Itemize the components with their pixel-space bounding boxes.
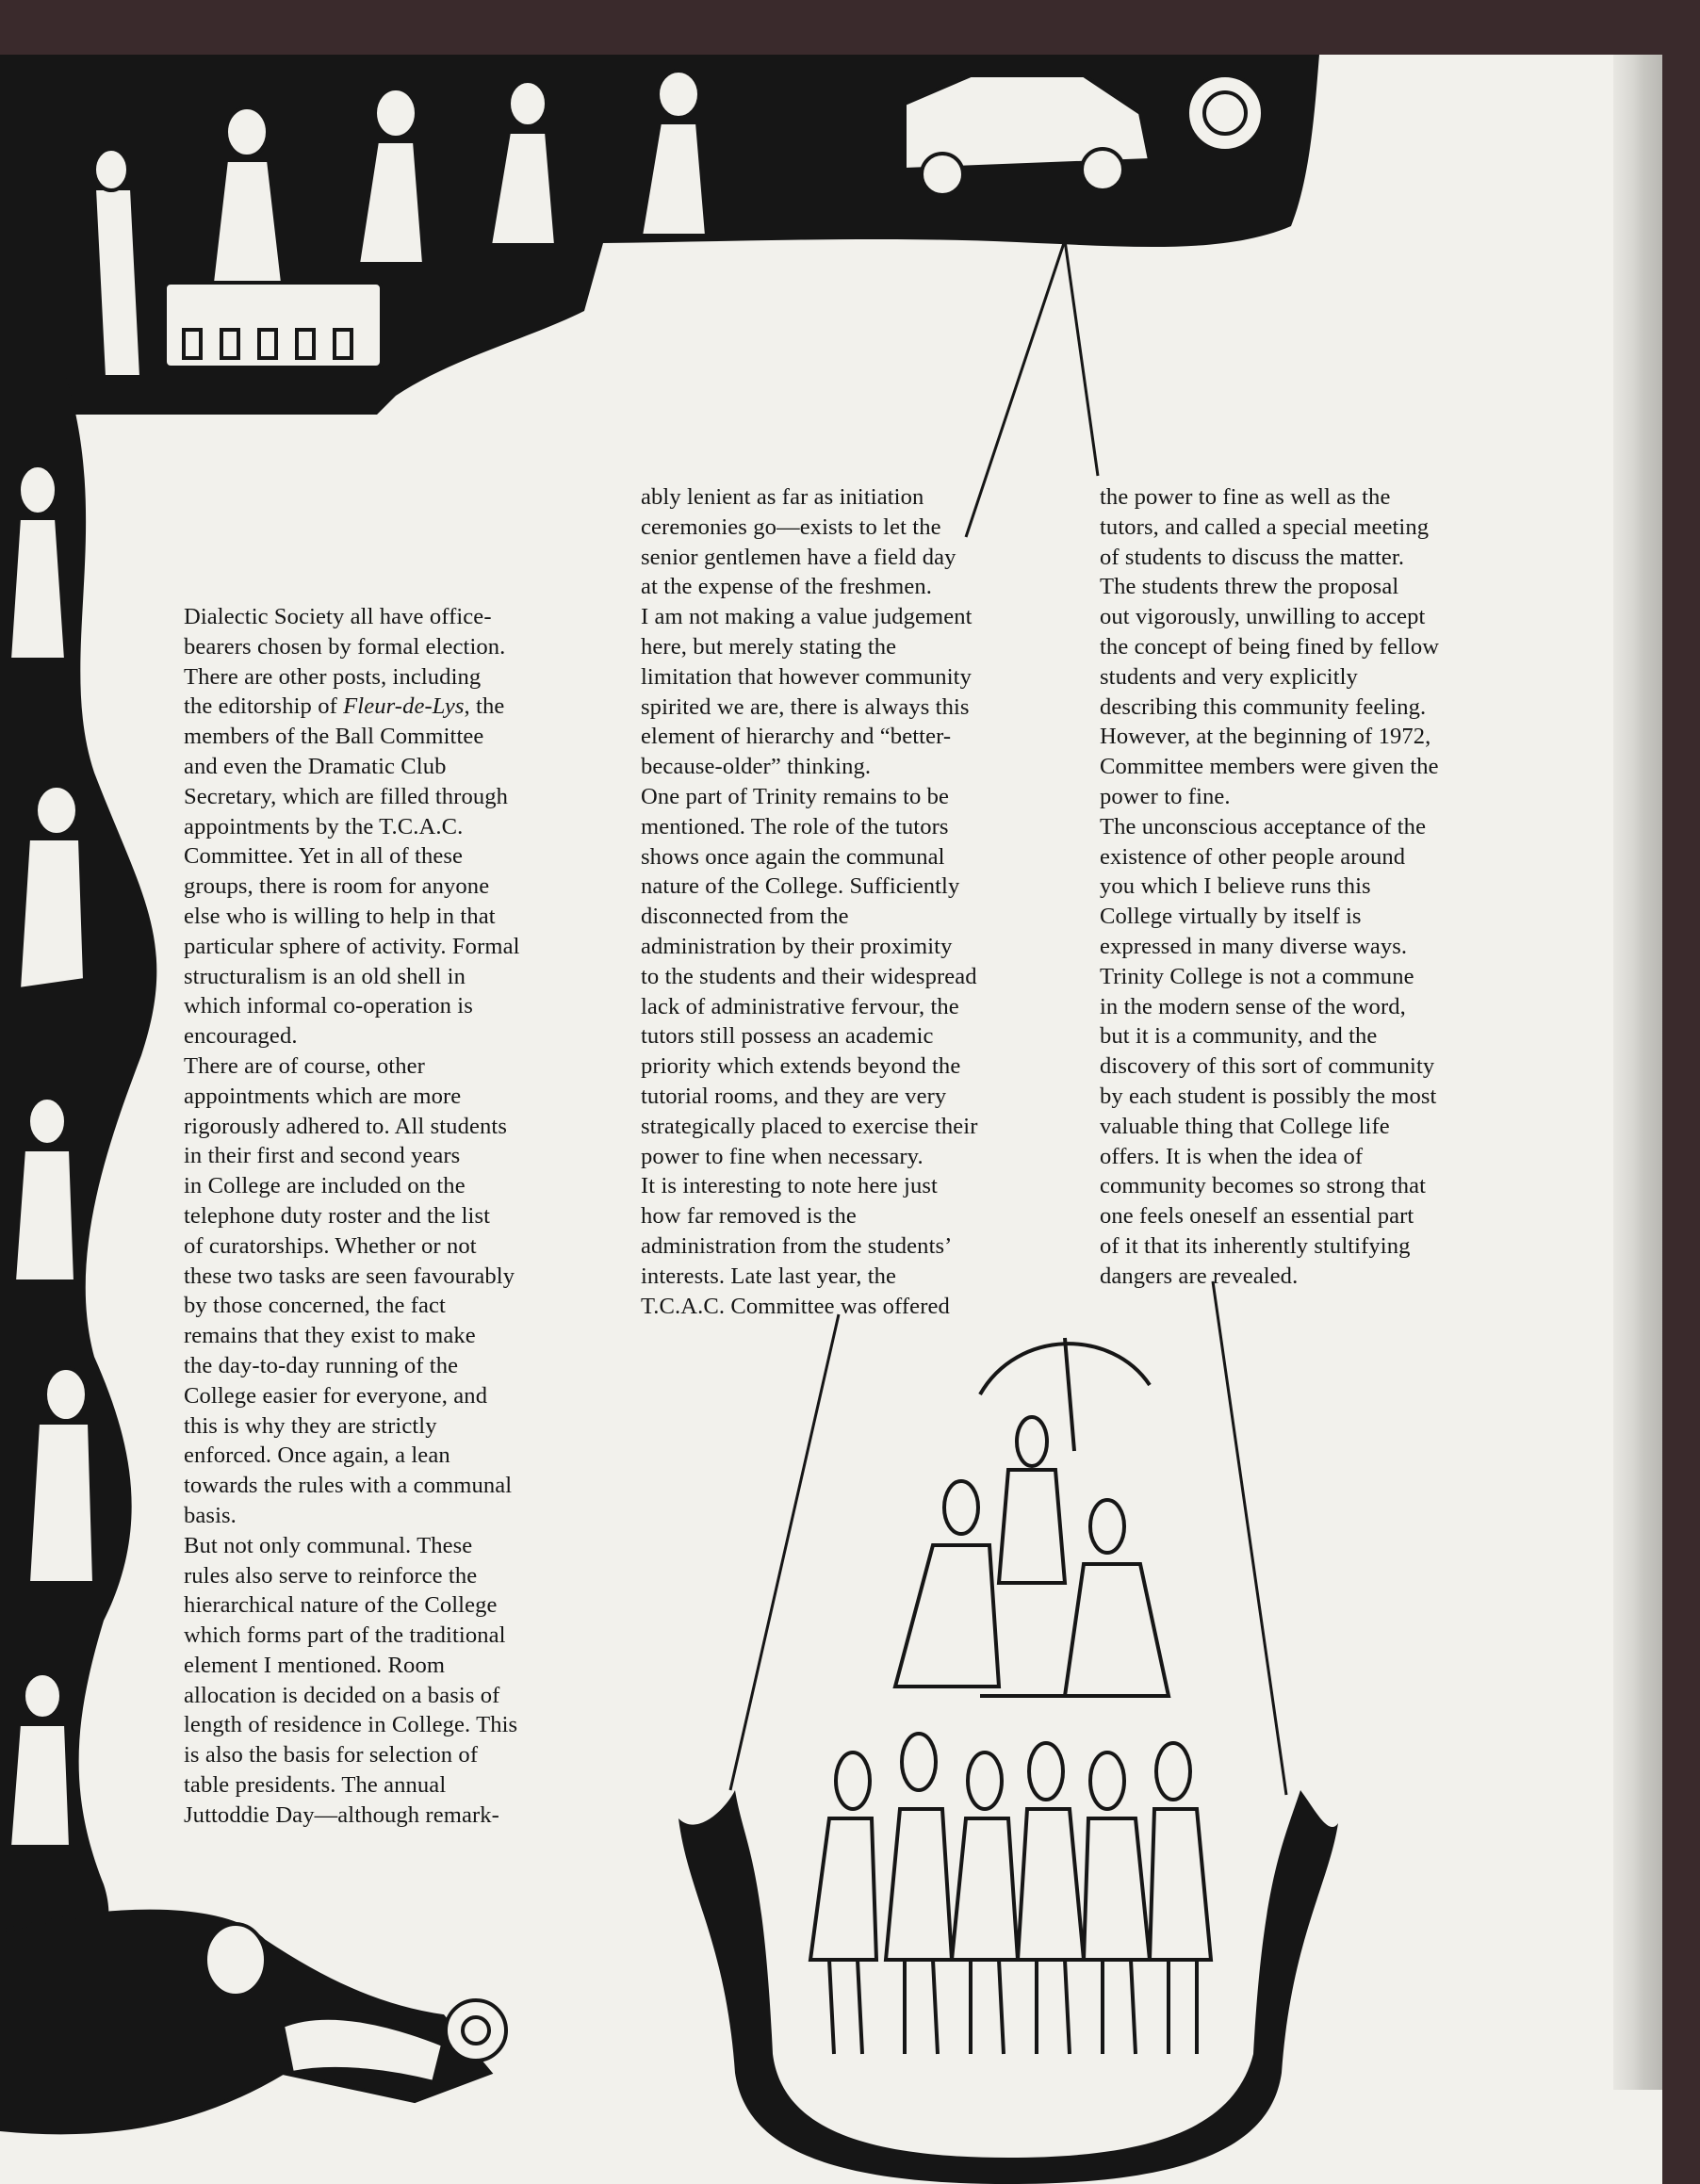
text-line: groups, there is room for anyone <box>184 873 490 900</box>
text-line: the day-to-day running of the <box>184 1352 459 1378</box>
text-line: administration by their proximity <box>641 933 953 959</box>
text-line: which forms part of the traditional <box>184 1622 506 1649</box>
text-line: you which I believe runs this <box>1100 873 1371 900</box>
text-line: There are of course, other <box>184 1052 425 1079</box>
text-line: tutors, and called a special meeting <box>1100 513 1430 540</box>
text-line: bearers chosen by formal election. <box>184 633 506 660</box>
text-line: of curatorships. Whether or not <box>184 1232 477 1259</box>
text-line: out vigorously, unwilling to accept <box>1100 604 1426 630</box>
text-line: senior gentlemen have a field day <box>641 544 956 570</box>
bottom-left-reclining-figure <box>0 1912 506 2133</box>
text-line: But not only communal. These <box>184 1532 473 1558</box>
text-line: I am not making a value judgement <box>641 604 973 630</box>
text-line: offers. It is when the idea of <box>1100 1143 1364 1169</box>
text-line: table presidents. The annual <box>184 1772 447 1799</box>
text-line: members of the Ball Committee <box>184 724 484 750</box>
text-line: in their first and second years <box>184 1143 461 1169</box>
text-line: existence of other people around <box>1100 843 1406 870</box>
article-column-left <box>184 602 520 1831</box>
text-line: encouraged. <box>184 1023 298 1050</box>
text-line: tutors still possess an academic <box>641 1023 934 1050</box>
text-line: The unconscious acceptance of the <box>1100 813 1427 839</box>
text-line: dangers are revealed. <box>1100 1263 1299 1289</box>
text-line: these two tasks are seen favourably <box>184 1263 515 1289</box>
text-line: length of residence in College. This <box>184 1712 518 1738</box>
article-column-right <box>1100 482 1439 1292</box>
text-line: power to fine. <box>1100 783 1231 809</box>
text-line: appointments which are more <box>184 1083 462 1109</box>
text-line: limitation that however community <box>641 663 972 690</box>
text-line: power to fine when necessary. <box>641 1143 924 1169</box>
text-line: rules also serve to reinforce the <box>184 1562 478 1589</box>
text-line: rigorously adhered to. All students <box>184 1113 507 1139</box>
text-line: in the modern sense of the word, <box>1100 993 1406 1019</box>
text-line: disconnected from the <box>641 904 849 930</box>
text-line: at the expense of the freshmen. <box>641 574 933 600</box>
text-line: College virtually by itself is <box>1100 904 1362 930</box>
text-line: one feels oneself an essential part <box>1100 1203 1414 1230</box>
text-line: administration from the students’ <box>641 1232 953 1259</box>
text-line: strategically placed to exercise their <box>641 1113 978 1139</box>
text-line: by each student is possibly the most <box>1100 1083 1437 1109</box>
text-line: T.C.A.C. Committee was offered <box>641 1293 950 1319</box>
text-line: appointments by the T.C.A.C. <box>184 813 464 839</box>
text-line: ceremonies go—exists to let the <box>641 513 941 540</box>
text-line: discovery of this sort of community <box>1100 1053 1435 1080</box>
text-line: because-older” thinking. <box>641 754 872 780</box>
text-line: basis. <box>184 1502 237 1528</box>
text-line: structuralism is an old shell in <box>184 963 466 989</box>
text-line: There are other posts, including <box>184 663 482 690</box>
text-line: but it is a community, and the <box>1100 1023 1378 1050</box>
text-line: One part of Trinity remains to be <box>641 783 950 809</box>
text-line: tutorial rooms, and they are very <box>641 1083 947 1109</box>
text-line: element I mentioned. Room <box>184 1652 446 1678</box>
text-line: Committee. Yet in all of these <box>184 843 464 870</box>
text-line: spirited we are, there is always this <box>641 693 970 720</box>
text-line: towards the rules with a communal <box>184 1473 513 1499</box>
text-line: priority which extends beyond the <box>641 1053 961 1080</box>
text-line: Secretary, which are filled through <box>184 783 509 809</box>
text-line: telephone duty roster and the list <box>184 1202 491 1229</box>
text-line: However, at the beginning of 1972, <box>1100 724 1431 750</box>
text-line: in College are included on the <box>184 1173 466 1199</box>
text-line: Juttoddie Day—although remark- <box>184 1801 499 1828</box>
text-line: mentioned. The role of the tutors <box>641 813 949 839</box>
article-column-middle <box>641 482 978 1321</box>
text-line: the editorship of Fleur-de-Lys, the <box>184 693 505 720</box>
text-line: by those concerned, the fact <box>184 1293 446 1319</box>
text-line: here, but merely stating the <box>641 633 897 660</box>
text-line: describing this community feeling. <box>1100 693 1427 720</box>
text-line: of students to discuss the matter. <box>1100 544 1405 570</box>
text-line: shows once again the communal <box>641 843 945 870</box>
top-frieze <box>0 55 1319 415</box>
text-line: interests. Late last year, the <box>641 1263 897 1289</box>
text-line: the concept of being fined by fellow <box>1100 633 1440 660</box>
text-line: The students threw the proposal <box>1100 574 1399 600</box>
text-line: nature of the College. Sufficiently <box>641 873 960 900</box>
text-line: this is why they are strictly <box>184 1412 437 1439</box>
text-line: the power to fine as well as the <box>1100 484 1391 510</box>
text-line: else who is willing to help in that <box>184 903 496 929</box>
text-line: element of hierarchy and “better- <box>641 724 952 750</box>
text-line: Committee members were given the <box>1100 754 1439 780</box>
text-line: College easier for everyone, and <box>184 1382 488 1409</box>
text-line: particular sphere of activity. Formal <box>184 933 520 959</box>
text-line: of it that its inherently stultifying <box>1100 1232 1411 1259</box>
text-line: hierarchical nature of the College <box>184 1592 498 1619</box>
text-line: ably lenient as far as initiation <box>641 484 924 510</box>
text-line: allocation is decided on a basis of <box>184 1682 500 1708</box>
text-line: how far removed is the <box>641 1203 857 1230</box>
text-line: and even the Dramatic Club <box>184 753 447 779</box>
text-line: remains that they exist to make <box>184 1323 476 1349</box>
text-line: is also the basis for selection of <box>184 1742 479 1768</box>
text-line: community becomes so strong that <box>1100 1173 1427 1199</box>
text-line: It is interesting to note here just <box>641 1173 938 1199</box>
text-line: expressed in many diverse ways. <box>1100 933 1408 959</box>
text-line: lack of administrative fervour, the <box>641 993 959 1019</box>
text-line: students and very explicitly <box>1100 663 1358 690</box>
text-line: enforced. Once again, a lean <box>184 1442 450 1469</box>
text-line: valuable thing that College life <box>1100 1113 1390 1139</box>
text-line: Dialectic Society all have office- <box>184 604 492 629</box>
text-line: to the students and their widespread <box>641 963 977 989</box>
text-line: Trinity College is not a commune <box>1100 963 1414 989</box>
text-line: which informal co-operation is <box>184 993 473 1019</box>
